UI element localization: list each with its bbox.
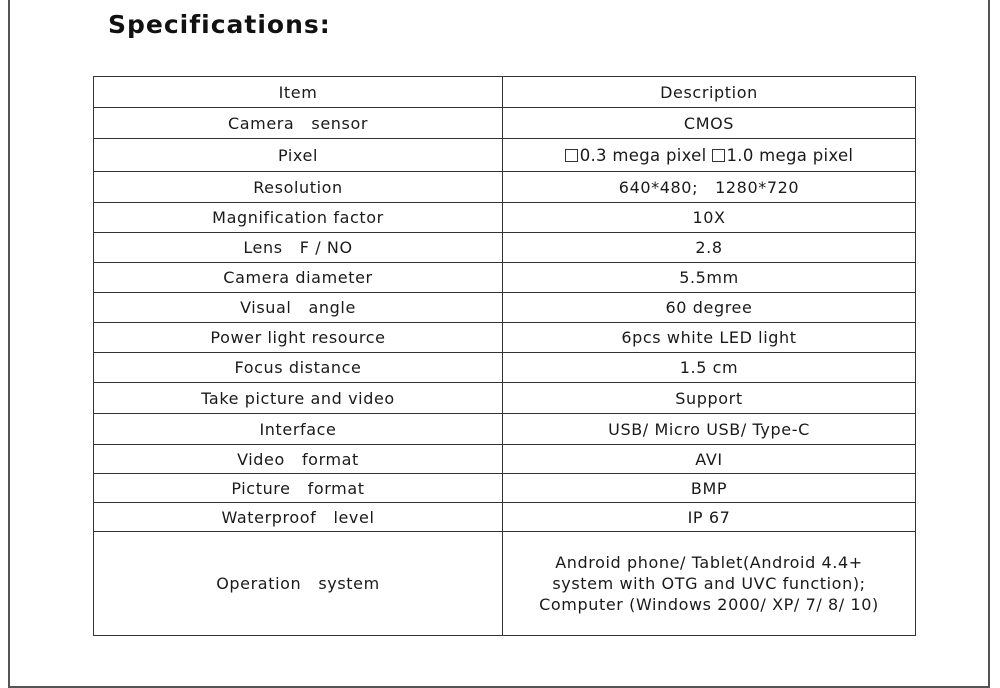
table-row [94,293,916,323]
row-item-lens: Lens F / NO [94,233,503,263]
row-desc-picture-format: BMP [503,474,916,503]
row-desc-pixel [503,139,916,172]
table-row [94,532,916,636]
table-row [94,233,916,263]
row-desc-magnification: 10X [503,203,916,233]
row-desc-focus-distance: 1.5 cm [503,353,916,383]
table-row [94,474,916,503]
table-row [94,203,916,233]
table-row [94,139,916,172]
pixel-option-2: 1.0 mega pixel [726,145,854,165]
row-item-magnification: Magnification factor [94,203,503,233]
row-item-resolution: Resolution [94,172,503,203]
pixel-option-1: 0.3 mega pixel [579,145,707,165]
specifications-table [93,76,916,636]
row-desc-video-format: AVI [503,445,916,474]
table-row [94,108,916,139]
table-header-row [94,77,916,108]
row-desc-resolution: 640*480; 1280*720 [503,172,916,203]
table-row [94,445,916,474]
row-desc-operation-system: Android phone/ Tablet(Android 4.4+ system with OTG and UVC function); Computer (Windows 2000/ XP/ 7/ 8/ 10) [539,553,879,614]
table-row [94,503,916,532]
row-item-pixel: Pixel [94,139,503,172]
table-row [94,323,916,353]
page-title: Specifications: [108,10,331,39]
row-desc-camera-diameter: 5.5mm [503,263,916,293]
row-item-camera-diameter: Camera diameter [94,263,503,293]
row-desc-visual-angle: 60 degree [503,293,916,323]
row-item-picture-format: Picture format [94,474,503,503]
table-row [94,353,916,383]
row-desc-picture-video: Support [503,383,916,414]
header-item: Item [94,77,503,108]
table-row [94,172,916,203]
row-item-interface: Interface [94,414,503,445]
row-item-visual-angle: Visual angle [94,293,503,323]
row-desc-operation-system-cell [503,532,916,636]
row-item-picture-video: Take picture and video [94,383,503,414]
row-item-focus-distance: Focus distance [94,353,503,383]
row-desc-power-light: 6pcs white LED light [503,323,916,353]
row-item-camera-sensor: Camera sensor [94,108,503,139]
row-desc-interface: USB/ Micro USB/ Type-C [503,414,916,445]
row-item-operation-system: Operation system [94,532,503,636]
header-description: Description [503,77,916,108]
checkbox-icon [565,149,578,162]
table-row [94,414,916,445]
row-desc-lens: 2.8 [503,233,916,263]
table-row [94,263,916,293]
row-item-video-format: Video format [94,445,503,474]
row-item-power-light: Power light resource [94,323,503,353]
row-desc-waterproof: IP 67 [503,503,916,532]
row-item-waterproof: Waterproof level [94,503,503,532]
row-desc-camera-sensor: CMOS [503,108,916,139]
table-row [94,383,916,414]
checkbox-icon [712,149,725,162]
